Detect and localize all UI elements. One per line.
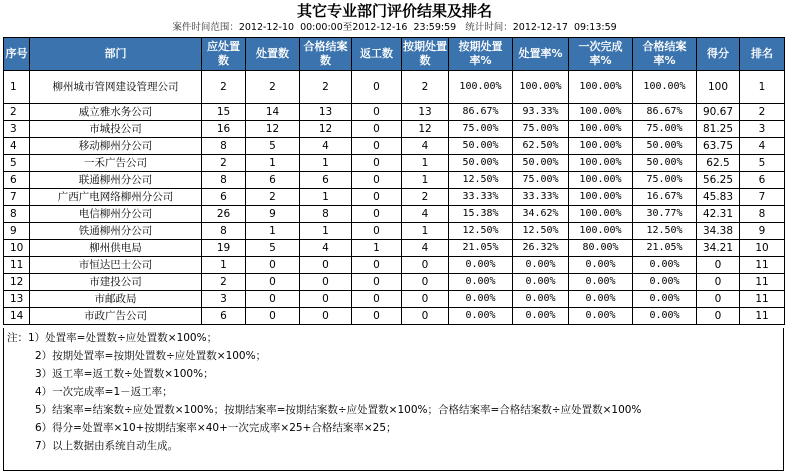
qualified-closed-cell: 1 xyxy=(300,189,352,206)
qualified-closed-cell: 0 xyxy=(300,274,352,291)
first-pass-rate-cell: 80.00% xyxy=(569,240,633,257)
table-row xyxy=(4,257,785,274)
department-cell: 电信柳州分公司 xyxy=(30,206,202,223)
department-cell: 柳州供电局 xyxy=(30,240,202,257)
range-separator: 至 xyxy=(342,22,353,33)
qualified-closed-cell: 0 xyxy=(300,257,352,274)
department-cell: 柳州城市管网建设管理公司 xyxy=(30,71,202,104)
report-title: 其它专业部门评价结果及排名 xyxy=(296,2,492,20)
qualified-rate-cell: 30.77% xyxy=(633,206,697,223)
table-body xyxy=(4,71,785,325)
score-cell: 45.83 xyxy=(697,189,740,206)
col-header-rework: 返工数 xyxy=(352,38,402,71)
handled-cell: 12 xyxy=(246,121,300,138)
first-pass-rate-cell: 100.00% xyxy=(569,155,633,172)
due-cell: 15 xyxy=(202,104,246,121)
ontime-cell: 0 xyxy=(402,274,449,291)
col-header-first-pass-rate: 一次完成率% xyxy=(569,38,633,71)
ontime-rate-cell: 33.33% xyxy=(449,189,513,206)
ontime-rate-cell: 0.00% xyxy=(449,291,513,308)
rework-cell: 0 xyxy=(352,274,402,291)
first-pass-rate-cell: 0.00% xyxy=(569,291,633,308)
qualified-rate-cell: 75.00% xyxy=(633,172,697,189)
handle-rate-cell: 0.00% xyxy=(513,257,569,274)
table-row xyxy=(4,189,785,206)
rank-cell: 9 xyxy=(740,223,785,240)
stat-time-label: 统计时间： xyxy=(465,22,513,33)
handled-cell: 14 xyxy=(246,104,300,121)
department-cell: 联通柳州分公司 xyxy=(30,172,202,189)
score-cell: 34.21 xyxy=(697,240,740,257)
ontime-cell: 12 xyxy=(402,121,449,138)
qualified-rate-cell: 50.00% xyxy=(633,138,697,155)
index-cell: 10 xyxy=(4,240,30,257)
table-row xyxy=(4,71,785,104)
index-cell: 6 xyxy=(4,172,30,189)
rework-cell: 0 xyxy=(352,172,402,189)
rework-cell: 0 xyxy=(352,206,402,223)
col-header-qualified-rate: 合格结案率% xyxy=(633,38,697,71)
due-cell: 3 xyxy=(202,291,246,308)
index-cell: 7 xyxy=(4,189,30,206)
ontime-cell: 2 xyxy=(402,189,449,206)
rank-cell: 1 xyxy=(740,71,785,104)
handled-cell: 0 xyxy=(246,308,300,325)
ontime-cell: 2 xyxy=(402,71,449,104)
due-cell: 6 xyxy=(202,308,246,325)
handle-rate-cell: 33.33% xyxy=(513,189,569,206)
qualified-rate-cell: 75.00% xyxy=(633,121,697,138)
qualified-rate-cell: 50.00% xyxy=(633,155,697,172)
index-cell: 13 xyxy=(4,291,30,308)
table-row xyxy=(4,274,785,291)
first-pass-rate-cell: 100.00% xyxy=(569,223,633,240)
qualified-closed-cell: 1 xyxy=(300,223,352,240)
due-cell: 2 xyxy=(202,155,246,172)
department-cell: 市政广告公司 xyxy=(30,308,202,325)
handled-cell: 0 xyxy=(246,291,300,308)
score-cell: 0 xyxy=(697,274,740,291)
note-line: 2）按期处置率=按期处置数÷应处置数×100%； xyxy=(35,350,267,362)
first-pass-rate-cell: 100.00% xyxy=(569,104,633,121)
note-line: 7）以上数据由系统自动生成。 xyxy=(35,440,179,452)
table-row xyxy=(4,104,785,121)
qualified-rate-cell: 0.00% xyxy=(633,274,697,291)
first-pass-rate-cell: 100.00% xyxy=(569,189,633,206)
rank-cell: 11 xyxy=(740,257,785,274)
handled-cell: 5 xyxy=(246,240,300,257)
rework-cell: 0 xyxy=(352,104,402,121)
table-row xyxy=(4,240,785,257)
stat-time: 2012-12-17 09:13:59 xyxy=(512,22,617,33)
due-cell: 2 xyxy=(202,274,246,291)
table-header-row xyxy=(4,38,785,71)
table-row xyxy=(4,121,785,138)
first-pass-rate-cell: 100.00% xyxy=(569,206,633,223)
rework-cell: 0 xyxy=(352,155,402,172)
rework-cell: 0 xyxy=(352,257,402,274)
score-cell: 0 xyxy=(697,308,740,325)
due-cell: 16 xyxy=(202,121,246,138)
ontime-cell: 4 xyxy=(402,206,449,223)
table-row xyxy=(4,291,785,308)
col-header-rank: 排名 xyxy=(740,38,785,71)
qualified-closed-cell: 4 xyxy=(300,240,352,257)
qualified-rate-cell: 0.00% xyxy=(633,257,697,274)
qualified-closed-cell: 13 xyxy=(300,104,352,121)
rank-cell: 5 xyxy=(740,155,785,172)
note-line: 3）返工率=返工数÷处置数×100%； xyxy=(35,368,214,380)
due-cell: 2 xyxy=(202,71,246,104)
qualified-rate-cell: 86.67% xyxy=(633,104,697,121)
handle-rate-cell: 12.50% xyxy=(513,223,569,240)
department-cell: 一禾广告公司 xyxy=(30,155,202,172)
handled-cell: 2 xyxy=(246,71,300,104)
handle-rate-cell: 62.50% xyxy=(513,138,569,155)
qualified-closed-cell: 0 xyxy=(300,308,352,325)
index-cell: 2 xyxy=(4,104,30,121)
qualified-rate-cell: 12.50% xyxy=(633,223,697,240)
col-header-ontime: 按期处置数 xyxy=(402,38,449,71)
qualified-closed-cell: 1 xyxy=(300,155,352,172)
score-cell: 81.25 xyxy=(697,121,740,138)
rank-cell: 11 xyxy=(740,291,785,308)
ontime-cell: 13 xyxy=(402,104,449,121)
ontime-cell: 1 xyxy=(402,223,449,240)
col-header-index: 序号 xyxy=(4,38,30,71)
ontime-cell: 1 xyxy=(402,155,449,172)
score-cell: 56.25 xyxy=(697,172,740,189)
rework-cell: 0 xyxy=(352,308,402,325)
note-line: 4）一次完成率=1－返工率； xyxy=(35,386,173,398)
qualified-rate-cell: 0.00% xyxy=(633,308,697,325)
ontime-rate-cell: 50.00% xyxy=(449,155,513,172)
score-cell: 0 xyxy=(697,291,740,308)
score-cell: 100 xyxy=(697,71,740,104)
ontime-rate-cell: 0.00% xyxy=(449,274,513,291)
department-cell: 铁通柳州分公司 xyxy=(30,223,202,240)
range-start: 2012-12-10 00:00:00 xyxy=(238,22,343,33)
due-cell: 8 xyxy=(202,138,246,155)
ontime-cell: 0 xyxy=(402,291,449,308)
index-cell: 3 xyxy=(4,121,30,138)
col-header-handle-rate: 处置率% xyxy=(513,38,569,71)
rank-cell: 11 xyxy=(740,274,785,291)
due-cell: 1 xyxy=(202,257,246,274)
rework-cell: 0 xyxy=(352,189,402,206)
ontime-cell: 0 xyxy=(402,257,449,274)
ontime-rate-cell: 0.00% xyxy=(449,257,513,274)
due-cell: 19 xyxy=(202,240,246,257)
handle-rate-cell: 0.00% xyxy=(513,274,569,291)
department-cell: 市城投公司 xyxy=(30,121,202,138)
due-cell: 26 xyxy=(202,206,246,223)
rework-cell: 0 xyxy=(352,138,402,155)
qualified-closed-cell: 6 xyxy=(300,172,352,189)
score-cell: 90.67 xyxy=(697,104,740,121)
ontime-rate-cell: 86.67% xyxy=(449,104,513,121)
ontime-rate-cell: 0.00% xyxy=(449,308,513,325)
qualified-closed-cell: 8 xyxy=(300,206,352,223)
rework-cell: 0 xyxy=(352,223,402,240)
ontime-rate-cell: 12.50% xyxy=(449,172,513,189)
qualified-closed-cell: 4 xyxy=(300,138,352,155)
note-line: 5）结案率=结案数÷应处置数×100%；按期结案率=按期结案数÷应处置数×100%；合格结案率=合格结案数÷应处置数×100% xyxy=(35,404,642,416)
handled-cell: 6 xyxy=(246,172,300,189)
due-cell: 8 xyxy=(202,172,246,189)
handled-cell: 9 xyxy=(246,206,300,223)
handled-cell: 5 xyxy=(246,138,300,155)
ranking-table xyxy=(3,37,785,325)
handle-rate-cell: 75.00% xyxy=(513,121,569,138)
department-cell: 移动柳州分公司 xyxy=(30,138,202,155)
ontime-rate-cell: 50.00% xyxy=(449,138,513,155)
department-cell: 威立雅水务公司 xyxy=(30,104,202,121)
score-cell: 63.75 xyxy=(697,138,740,155)
rank-cell: 11 xyxy=(740,308,785,325)
table-row xyxy=(4,206,785,223)
first-pass-rate-cell: 0.00% xyxy=(569,308,633,325)
qualified-rate-cell: 0.00% xyxy=(633,291,697,308)
rank-cell: 8 xyxy=(740,206,785,223)
rank-cell: 3 xyxy=(740,121,785,138)
rework-cell: 0 xyxy=(352,71,402,104)
ontime-rate-cell: 75.00% xyxy=(449,121,513,138)
due-cell: 6 xyxy=(202,189,246,206)
ontime-cell: 4 xyxy=(402,240,449,257)
ontime-cell: 4 xyxy=(402,138,449,155)
note-line: 6）得分=处置率×10+按期结案率×40+一次完成率×25+合格结案率×25； xyxy=(35,422,397,434)
handle-rate-cell: 100.00% xyxy=(513,71,569,104)
index-cell: 5 xyxy=(4,155,30,172)
handle-rate-cell: 26.32% xyxy=(513,240,569,257)
rework-cell: 0 xyxy=(352,121,402,138)
department-cell: 市邮政局 xyxy=(30,291,202,308)
handle-rate-cell: 0.00% xyxy=(513,308,569,325)
index-cell: 4 xyxy=(4,138,30,155)
rework-cell: 0 xyxy=(352,291,402,308)
first-pass-rate-cell: 100.00% xyxy=(569,172,633,189)
handled-cell: 0 xyxy=(246,257,300,274)
index-cell: 9 xyxy=(4,223,30,240)
range-end: 2012-12-16 23:59:59 xyxy=(352,22,457,33)
qualified-closed-cell: 0 xyxy=(300,291,352,308)
handle-rate-cell: 50.00% xyxy=(513,155,569,172)
rank-cell: 6 xyxy=(740,172,785,189)
first-pass-rate-cell: 100.00% xyxy=(569,71,633,104)
note-line: 注：1）处置率=处置数÷应处置数×100%； xyxy=(7,332,218,344)
first-pass-rate-cell: 100.00% xyxy=(569,121,633,138)
index-cell: 12 xyxy=(4,274,30,291)
score-cell: 42.31 xyxy=(697,206,740,223)
ontime-cell: 0 xyxy=(402,308,449,325)
index-cell: 8 xyxy=(4,206,30,223)
handle-rate-cell: 34.62% xyxy=(513,206,569,223)
table-row xyxy=(4,138,785,155)
qualified-rate-cell: 21.05% xyxy=(633,240,697,257)
handle-rate-cell: 0.00% xyxy=(513,291,569,308)
ontime-rate-cell: 100.00% xyxy=(449,71,513,104)
rework-cell: 1 xyxy=(352,240,402,257)
department-cell: 市恒达巴士公司 xyxy=(30,257,202,274)
qualified-closed-cell: 12 xyxy=(300,121,352,138)
ontime-rate-cell: 15.38% xyxy=(449,206,513,223)
range-label: 案件时间范围： xyxy=(172,22,239,33)
qualified-rate-cell: 100.00% xyxy=(633,71,697,104)
first-pass-rate-cell: 0.00% xyxy=(569,257,633,274)
col-header-handled: 处置数 xyxy=(246,38,300,71)
table-row xyxy=(4,172,785,189)
col-header-qualified-closed: 合格结案数 xyxy=(300,38,352,71)
col-header-department: 部门 xyxy=(30,38,202,71)
score-cell: 34.38 xyxy=(697,223,740,240)
index-cell: 1 xyxy=(4,71,30,104)
rank-cell: 10 xyxy=(740,240,785,257)
department-cell: 市建投公司 xyxy=(30,274,202,291)
first-pass-rate-cell: 0.00% xyxy=(569,274,633,291)
table-row xyxy=(4,223,785,240)
table-row xyxy=(4,308,785,325)
notes-box xyxy=(3,328,784,471)
score-cell: 62.5 xyxy=(697,155,740,172)
index-cell: 14 xyxy=(4,308,30,325)
col-header-due: 应处置数 xyxy=(202,38,246,71)
score-cell: 0 xyxy=(697,257,740,274)
col-header-score: 得分 xyxy=(697,38,740,71)
handled-cell: 2 xyxy=(246,189,300,206)
handled-cell: 0 xyxy=(246,274,300,291)
report-meta xyxy=(0,22,789,34)
qualified-closed-cell: 2 xyxy=(300,71,352,104)
ontime-rate-cell: 21.05% xyxy=(449,240,513,257)
handle-rate-cell: 75.00% xyxy=(513,172,569,189)
index-cell: 11 xyxy=(4,257,30,274)
department-cell: 广西广电网络柳州分公司 xyxy=(30,189,202,206)
handled-cell: 1 xyxy=(246,223,300,240)
col-header-ontime-rate: 按期处置率% xyxy=(449,38,513,71)
rank-cell: 7 xyxy=(740,189,785,206)
qualified-rate-cell: 16.67% xyxy=(633,189,697,206)
table-row xyxy=(4,155,785,172)
handle-rate-cell: 93.33% xyxy=(513,104,569,121)
handled-cell: 1 xyxy=(246,155,300,172)
rank-cell: 4 xyxy=(740,138,785,155)
first-pass-rate-cell: 100.00% xyxy=(569,138,633,155)
ontime-cell: 1 xyxy=(402,172,449,189)
ontime-rate-cell: 12.50% xyxy=(449,223,513,240)
rank-cell: 2 xyxy=(740,104,785,121)
due-cell: 8 xyxy=(202,223,246,240)
